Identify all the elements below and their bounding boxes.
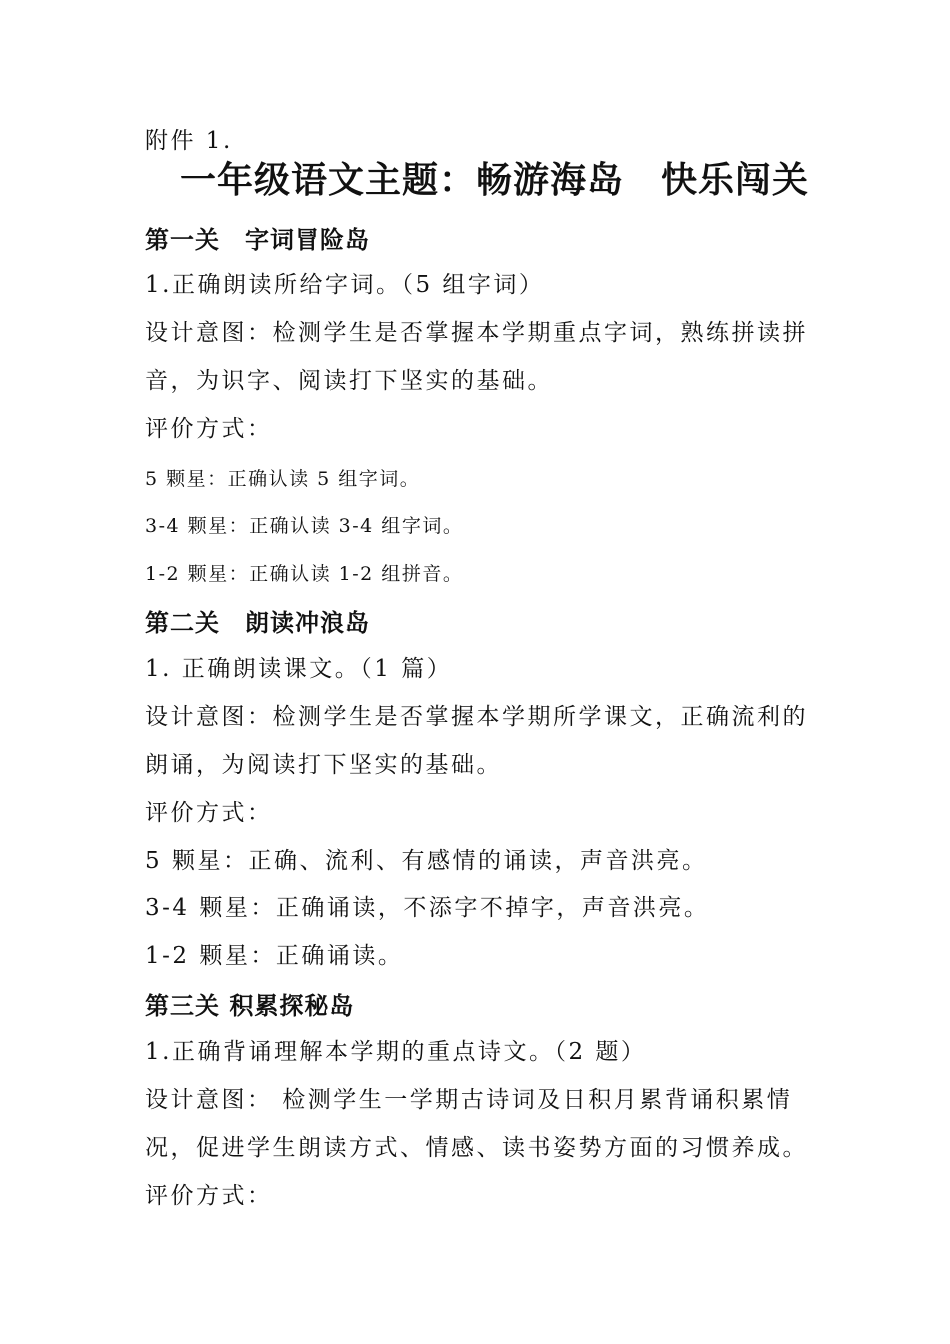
- level3-evaluation-label: 评价方式：: [145, 1183, 273, 1209]
- attachment-label: 附件 1.: [145, 128, 233, 154]
- level3-heading: 第三关 积累探秘岛: [145, 992, 355, 1020]
- level1-star5: 5 颗星：正确认读 5 组字词。: [145, 468, 421, 490]
- level1-design-intent-line2: 音，为识字、阅读打下坚实的基础。: [145, 368, 553, 394]
- level2-star1-2: 1-2 颗星：正确诵读。: [145, 943, 404, 969]
- level1-star1-2: 1-2 颗星：正确认读 1-2 组拼音。: [145, 563, 464, 585]
- level2-heading: 第二关 朗读冲浪岛: [145, 609, 370, 637]
- level1-star3-4: 3-4 颗星：正确认读 3-4 组字词。: [145, 515, 464, 537]
- level3-design-intent-line2: 况，促进学生朗读方式、情感、读书姿势方面的习惯养成。: [145, 1135, 808, 1161]
- level2-evaluation-label: 评价方式：: [145, 800, 273, 826]
- level1-heading: 第一关 字词冒险岛: [145, 226, 370, 254]
- level2-star5: 5 颗星：正确、流利、有感情的诵读，声音洪亮。: [145, 848, 708, 874]
- level3-task: 1.正确背诵理解本学期的重点诗文。（2 题）: [145, 1039, 647, 1065]
- level1-task: 1.正确朗读所给字词。（5 组字词）: [145, 272, 545, 298]
- level2-star3-4: 3-4 颗星：正确诵读，不添字不掉字，声音洪亮。: [145, 895, 710, 921]
- level3-design-intent-line1: 设计意图： 检测学生一学期古诗词及日积月累背诵积累情: [145, 1087, 793, 1113]
- level1-design-intent-line1: 设计意图：检测学生是否掌握本学期重点字词，熟练拼读拼: [145, 320, 808, 346]
- document-title: 一年级语文主题：畅游海岛 快乐闯关: [180, 159, 810, 201]
- level2-design-intent-line1: 设计意图：检测学生是否掌握本学期所学课文，正确流利的: [145, 704, 808, 730]
- level2-task: 1. 正确朗读课文。（1 篇）: [145, 656, 453, 682]
- level1-evaluation-label: 评价方式：: [145, 416, 273, 442]
- level2-design-intent-line2: 朗诵，为阅读打下坚实的基础。: [145, 752, 502, 778]
